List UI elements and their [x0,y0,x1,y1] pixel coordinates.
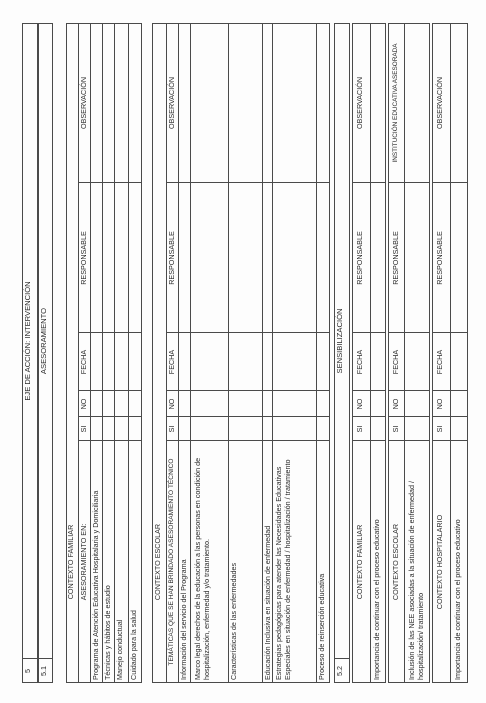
col-no: NO [79,398,88,410]
table-row-label: Características de las enfermedades [229,562,238,680]
table-row-label: Importancia de continuar con el proceso educativo [372,519,381,680]
col-no: NO [391,398,400,410]
col-fecha: FECHA [435,349,444,375]
col-observacion: OBSERVACIÓN [167,76,176,130]
escolar-subheader: TEMÁTICAS QUE SE HAN BRINDADO ASESORAMIENTO TÉCNICO [168,458,175,666]
col-fecha: FECHA [355,349,364,375]
asesoramiento-number: 5.1 [39,666,48,676]
table-row-label: Estrategias pedagógicas para atender las Necesidades Educativas Especiales en situación de enfermedad / hospitalización / tratamiento [274,459,292,680]
col-observacion: OBSERVACIÓN [355,76,364,130]
col-institucion-educativa: INSTITUCIÓN EDUCATIVA ASESORADA [392,43,399,163]
table-row-label: Inclusión de las NEE asociadas a la situación de enfermedad / hospitalización/ tratamiento [407,481,425,680]
table-row-label: Marco legal derechos de la educación a las personas en condición de hospitalización, enfermedad y/o tratamiento. [193,457,211,680]
familiar-subheader: ASESORAMIENTO EN: [79,523,88,601]
col-si: SI [355,425,364,433]
table-row-label: Manejo conductual [115,619,124,680]
col-fecha: FECHA [167,349,176,375]
sensibilizacion-number: 5.2 [335,666,344,676]
escolar-title: CONTEXTO ESCOLAR [153,523,162,601]
asesoramiento-title: ASESORAMIENTO [39,307,48,375]
col-si: SI [435,425,444,433]
col-responsable: RESPONSABLE [167,231,176,285]
col-responsable: RESPONSABLE [435,231,444,285]
sens-familiar-title: CONTEXTO FAMILIAR [355,524,364,600]
section-title: EJE DE ACCIÓN: INTERVENCIÓN [23,281,32,401]
col-si: SI [167,425,176,433]
col-responsable: RESPONSABLE [355,231,364,285]
table-row-label: Proceso de reinserción educativa [317,573,326,680]
col-no: NO [167,398,176,410]
sensibilizacion-title: SENSIBILIZACIÓN [335,308,344,374]
table-row-label: Importancia de continuar con el proceso educativo [453,519,462,680]
col-si: SI [391,425,400,433]
table-row-label: Información del servicio del Programa [179,559,188,680]
table-row-label: Técnicas y hábitos de estudio [103,585,112,680]
familiar-title: CONTEXTO FAMILIAR [66,524,75,600]
col-fecha: FECHA [391,349,400,375]
table-row-label: Programa de Atención Educativa Hospitalaria y Domiciliaria [91,490,100,680]
col-no: NO [435,398,444,410]
sens-hospitalario-title: CONTEXTO HOSPITALARIO [435,514,444,610]
col-no: NO [355,398,364,410]
table-row-label: Educación Inclusiva en situación de enfermedad [263,525,272,680]
col-responsable: RESPONSABLE [79,231,88,285]
col-observacion: OBSERVACIÓN [435,76,444,130]
sens-escolar-title: CONTEXTO ESCOLAR [391,523,400,601]
col-observacion: OBSERVACIÓN [79,76,88,130]
col-si: SI [79,425,88,433]
section-number: 5 [23,669,32,673]
table-row-label: Cuidado para la salud [129,610,138,680]
col-responsable: RESPONSABLE [391,231,400,285]
col-fecha: FECHA [79,349,88,375]
